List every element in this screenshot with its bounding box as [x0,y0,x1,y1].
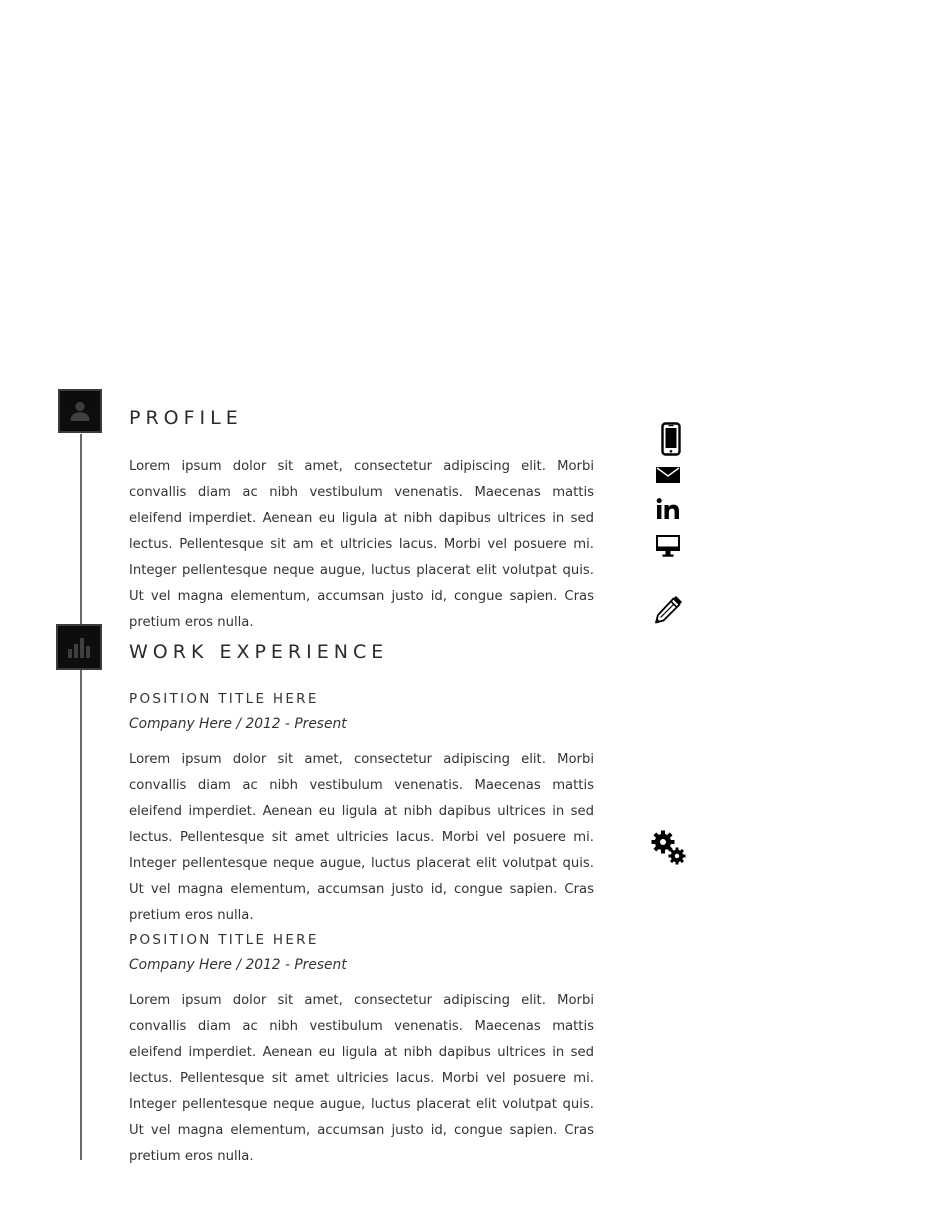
work-experience-heading: WORK EXPERIENCE [129,641,389,663]
person-icon [68,399,92,423]
gears-icon [651,830,687,866]
work-section-icon [56,624,102,670]
job-company: Company Here / 2012 - Present [129,957,347,973]
profile-heading: PROFILE [129,407,243,429]
phone-icon [661,422,681,456]
bar-chart-icon [66,635,92,659]
job-title: POSITION TITLE HERE [129,691,319,707]
profile-section-icon [58,389,102,433]
job-company: Company Here / 2012 - Present [129,716,347,732]
timeline-line [80,434,82,1160]
desktop-icon [656,535,680,557]
job-title: POSITION TITLE HERE [129,932,319,948]
job-description: Lorem ipsum dolor sit amet, consectetur adipiscing elit. Morbi convallis diam ac nibh vestibulum venenatis. Maecenas mattis eleifend imperdiet. Aenean eu ligula at nibh dapibus ultrices in sed lectus. Pellentesque sit amet ultricies lacus. Morbi vel posuere mi. Integer pellentesque neque augue, luctus placerat elit volutpat quis. Ut vel magna elementum, accumsan justo id, congue sapien. Cras pretium eros nulla. [129,752,594,923]
pencil-icon [653,595,683,625]
job-description: Lorem ipsum dolor sit amet, consectetur adipiscing elit. Morbi convallis diam ac nibh vestibulum venenatis. Maecenas mattis eleifend imperdiet. Aenean eu ligula at nibh dapibus ultrices in sed lectus. Pellentesque sit amet ultricies lacus. Morbi vel posuere mi. Integer pellentesque neque augue, luctus placerat elit volutpat quis. Ut vel magna elementum, accumsan justo id, congue sapien. Cras pretium eros nulla. [129,993,594,1164]
profile-text: Lorem ipsum dolor sit amet, consectetur adipiscing elit. Morbi convallis diam ac nibh vestibulum venenatis. Maecenas mattis eleifend imperdiet. Aenean eu ligula at nibh dapibus ultrices in sed lectus. Pellentesque sit am et ultricies lacus. Morbi vel posuere mi. Integer pellentesque neque augue, luctus placerat elit volutpat quis. Ut vel magna elementum, accumsan justo id, congue sapien. Cras pretium eros nulla. [129,459,594,630]
linkedin-icon [656,498,680,520]
envelope-icon [656,467,680,483]
